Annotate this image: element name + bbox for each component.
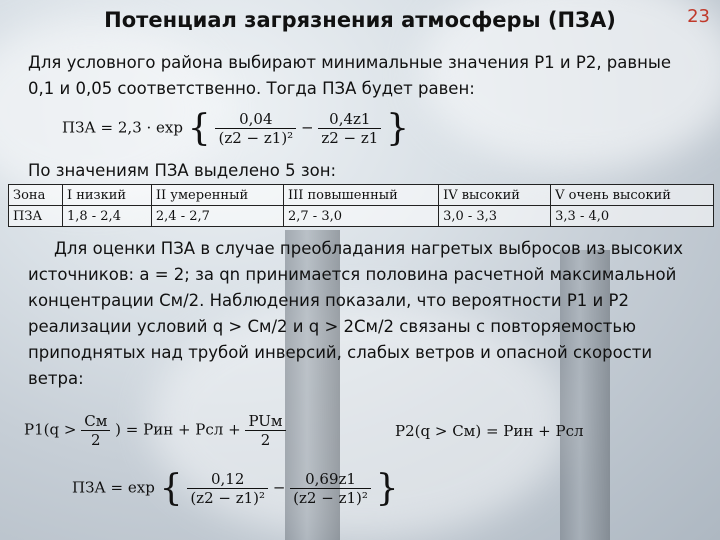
fraction	[290, 470, 371, 507]
table-header-row	[9, 185, 714, 206]
denominator: (z2 − z1)²	[190, 489, 266, 507]
zones-table	[8, 184, 714, 227]
formula-p1	[24, 412, 286, 449]
fraction	[187, 470, 268, 507]
table-cell: IV высокий	[439, 185, 551, 206]
table-row	[9, 206, 714, 227]
table-cell: 1,8 - 2,4	[62, 206, 151, 227]
table-cell: 3,3 - 4,0	[551, 206, 714, 227]
table-cell: Зона	[9, 185, 63, 206]
brace-icon: {	[187, 108, 211, 149]
denominator: z2 − z1	[321, 129, 379, 147]
zones-caption: По значениям ПЗА выделено 5 зон:	[28, 161, 337, 180]
numerator: PUм	[245, 412, 285, 431]
numerator: 0,04	[215, 110, 296, 129]
formula-pza-1	[62, 108, 409, 149]
formula-pza-2	[72, 468, 399, 509]
numerator: 0,4z1	[318, 110, 381, 129]
formula-lhs: P1(q >	[24, 420, 77, 439]
table-cell: V очень высокий	[551, 185, 714, 206]
brace-icon: }	[375, 468, 399, 509]
fraction	[81, 412, 110, 449]
slide-title: Потенциал загрязнения атмосферы (ПЗА)	[104, 8, 616, 32]
page-number: 23	[687, 6, 710, 27]
numerator: 0,12	[187, 470, 268, 489]
numerator: Cм	[81, 412, 110, 431]
table-cell: 2,4 - 2,7	[151, 206, 283, 227]
brace-icon: {	[159, 468, 183, 509]
minus-sign: −	[272, 478, 286, 497]
table-cell: 3,0 - 3,3	[439, 206, 551, 227]
table-cell: ПЗА	[9, 206, 63, 227]
intro-paragraph: Для условного района выбирают минимальные значения Р1 и Р2, равные 0,1 и 0,05 соответственно. Тогда ПЗА будет равен:	[28, 53, 672, 98]
table-cell: 2,7 - 3,0	[283, 206, 438, 227]
denominator: 2	[91, 431, 101, 449]
table-cell: I низкий	[62, 185, 151, 206]
minus-sign: −	[300, 118, 314, 137]
fraction	[215, 110, 296, 147]
formula-lhs: ПЗА = exp	[72, 478, 155, 497]
method-paragraph: Для оценки ПЗА в случае преобладания нагретых выбросов из высоких источников: а = 2; за qn принимается половина расчетной максимальной концентрации См/2. Наблюдения показали, что вероятности Р1 и Р2 реализации условий q > См/2 и q > 2См/2 связаны с повторяемостью приподнятых над трубой инверсий, слабых ветров и опасной скорости ветра:	[28, 239, 684, 388]
table-cell: III повышенный	[283, 185, 438, 206]
formula-lhs: ПЗА = 2,3 · exp	[62, 118, 183, 137]
brace-icon: }	[386, 108, 410, 149]
denominator: (z2 − z1)²	[218, 129, 294, 147]
denominator: 2	[260, 431, 271, 449]
fraction	[245, 412, 285, 449]
formula-mid: ) = Pин + Pсл +	[115, 420, 241, 439]
table-cell: II умеренный	[151, 185, 283, 206]
denominator: (z2 − z1)²	[293, 489, 368, 507]
fraction	[318, 110, 381, 147]
formula-p2: P2(q > Cм) = Pин + Pсл	[395, 422, 584, 440]
numerator: 0,69z1	[290, 470, 371, 489]
